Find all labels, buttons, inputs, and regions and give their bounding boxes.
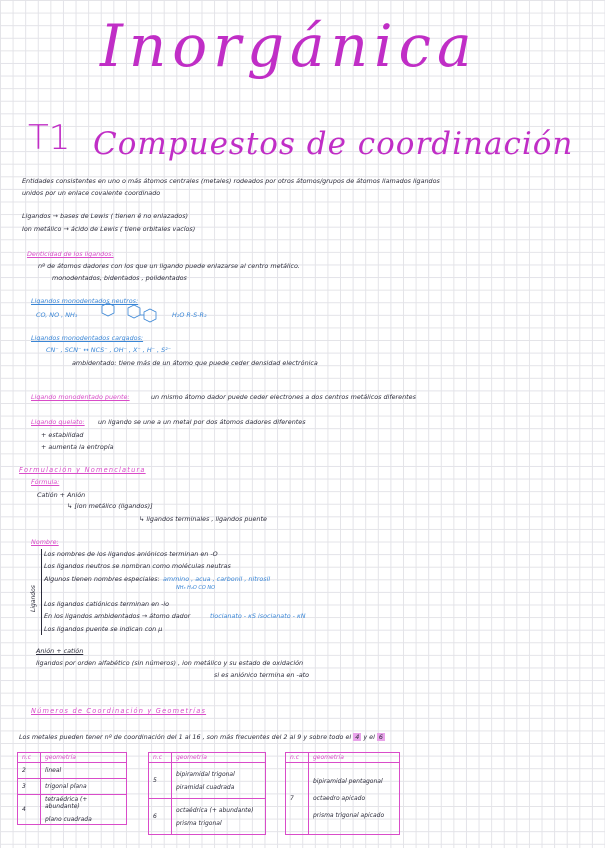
geometry-line: prisma trigonal (176, 819, 222, 827)
special-ligand-formulas: NH₃ H₂O CO NO (176, 585, 216, 591)
geometry-line: piramidal cuadrada (176, 783, 235, 791)
molecule-sketch-icon (96, 302, 166, 326)
lewis-ligands: Ligandos → bases de Lewis ( tienen é no enlazados) (22, 212, 189, 220)
geometria-intro-text: Los metales pueden tener nº de coordinación del 1 al 16 , son más frecuentes del 2 al 9 y sobre todo el (19, 733, 352, 741)
geometry-line: plano cuadrada (45, 816, 92, 823)
geometry-value (309, 763, 400, 835)
geometry-line: tetraédrica (+ abundante) (45, 796, 88, 810)
ligandos-bracket (41, 549, 42, 635)
geometria-heading: Números de Coordinación y Geometrías (31, 707, 207, 715)
nc-value: 7 (286, 763, 309, 835)
col-nc: n.c (18, 753, 41, 763)
denticidad-line-2: monodentados, bidentados , polidentados (52, 274, 187, 282)
quelato-bullet-2: + aumenta la entropía (41, 443, 114, 451)
nc-value: 6 (149, 799, 172, 835)
lewis-metals: Ion metálico → ácido de Lewis ( tiene orbitales vacíos) (22, 225, 196, 233)
geometria-and: y el (363, 733, 375, 741)
formula-line-3: ↳ ligandos terminales , ligandos puente (139, 515, 267, 523)
nombre-rule-2: Los ligandos neutros se nombran como moléculas neutras (44, 562, 231, 570)
geometria-intro (19, 733, 385, 741)
special-ligand-names: ammino , acua , carbonil , nitrosil (163, 575, 271, 583)
ambidentado-note: ambidentado: tiene más de un átomo que puede ceder densidad electrónica (72, 359, 318, 367)
col-geometry: geometría (309, 753, 400, 763)
cargados-items: CN⁻ , SCN⁻ ↔ NCS⁻ , OH⁻ , X⁻ , H⁻ , S²⁻ (46, 346, 172, 354)
geometry-line: prisma trigonal apicado (313, 812, 385, 819)
geometry-line: bipiramidal pentagonal (313, 778, 383, 785)
highlight-4: 4 (355, 733, 360, 741)
formula-subheading: Fórmula: (31, 478, 60, 486)
col-nc: n.c (149, 753, 172, 763)
geometry-line: octaedro apicado (313, 795, 366, 802)
section-number: T1 (28, 118, 71, 158)
geometry-value: lineal (41, 763, 127, 779)
nombre-rule-1: Los nombres de los ligandos aniónicos terminan en -O (44, 550, 218, 558)
anion-cation-order: Anión + catión (36, 647, 84, 655)
quelato-text: un ligando se une a un metal por dos átomos dadores diferentes (98, 418, 306, 426)
formula-line-2: ↳ [ion metálico (ligandos)] (67, 502, 153, 510)
geometry-line: bipiramidal trigonal (176, 770, 235, 778)
puente-text: un mismo átomo dador puede ceder electrones a dos centros metálicos diferentes (151, 393, 416, 401)
nombre-subheading: Nombre: (31, 538, 59, 546)
nombre-rule-4: Los ligandos catiónicos terminan en -io (44, 600, 170, 608)
nc-value: 2 (18, 763, 41, 779)
intro-line-1: Entidades consistentes en uno o más átomos centrales (metales) rodeados por otros átomos/grupos de átomos llamados ligandos (22, 177, 440, 185)
ligandos-side-label: Ligandos (30, 585, 37, 612)
quelato-bullet-1: + estabilidad (41, 431, 84, 439)
geometry-value: trigonal plana (41, 779, 127, 795)
col-nc: n.c (286, 753, 309, 763)
nc-value: 4 (18, 795, 41, 825)
page-title: Inorgánica (100, 12, 478, 80)
cargados-heading: Ligandos monodentados cargados: (31, 334, 144, 342)
geometry-table-1 (17, 752, 127, 825)
ambidentate-examples: tiocianato - κS isocianato - κN (210, 612, 306, 620)
nc-value: 3 (18, 779, 41, 795)
naming-order-2: si es aniónico termina en -ato (214, 671, 310, 679)
col-geometry: geometría (41, 753, 127, 763)
denticidad-line-1: nº de átomos dadores con los que un ligando puede enlazarse al centro metálico. (38, 262, 300, 270)
col-geometry: geometría (172, 753, 266, 763)
neutros-items: CO, NO , NH₃ (36, 311, 78, 319)
geometry-line: octaédrica (+ abundante) (176, 806, 254, 814)
geometry-value (41, 795, 127, 825)
naming-order-1: ligandos por orden alfabético (sin números) , ion metálico y su estado de oxidación (36, 659, 304, 667)
geometry-table-3 (285, 752, 400, 835)
formula-line-1: Catión + Anión (37, 491, 86, 499)
nombre-rule-3: Algunos tienen nombres especiales: (44, 575, 160, 583)
quelato-label: Ligando quelato: (31, 418, 85, 426)
nc-value: 5 (149, 763, 172, 799)
section-title: Compuestos de coordinación (93, 126, 574, 162)
denticidad-heading: Denticidad de los ligandos: (27, 250, 114, 258)
highlight-6: 6 (378, 733, 383, 741)
formulacion-heading: Formulación y Nomenclatura (19, 466, 146, 474)
geometry-value (172, 799, 266, 835)
nombre-rule-6: Los ligandos puente se indican con μ (44, 625, 163, 633)
neutros-items-2: H₂O R-S-R₂ (172, 311, 207, 319)
puente-label: Ligando monodentado puente: (31, 393, 130, 401)
intro-line-2: unidos por un enlace covalente coordinado (22, 189, 161, 197)
geometry-table-2 (148, 752, 266, 835)
nombre-rule-5: En los ligandos ambidentados → átomo dador (44, 612, 191, 620)
neutros-heading: Ligandos monodentados neutros: (31, 297, 139, 305)
geometry-value (172, 763, 266, 799)
